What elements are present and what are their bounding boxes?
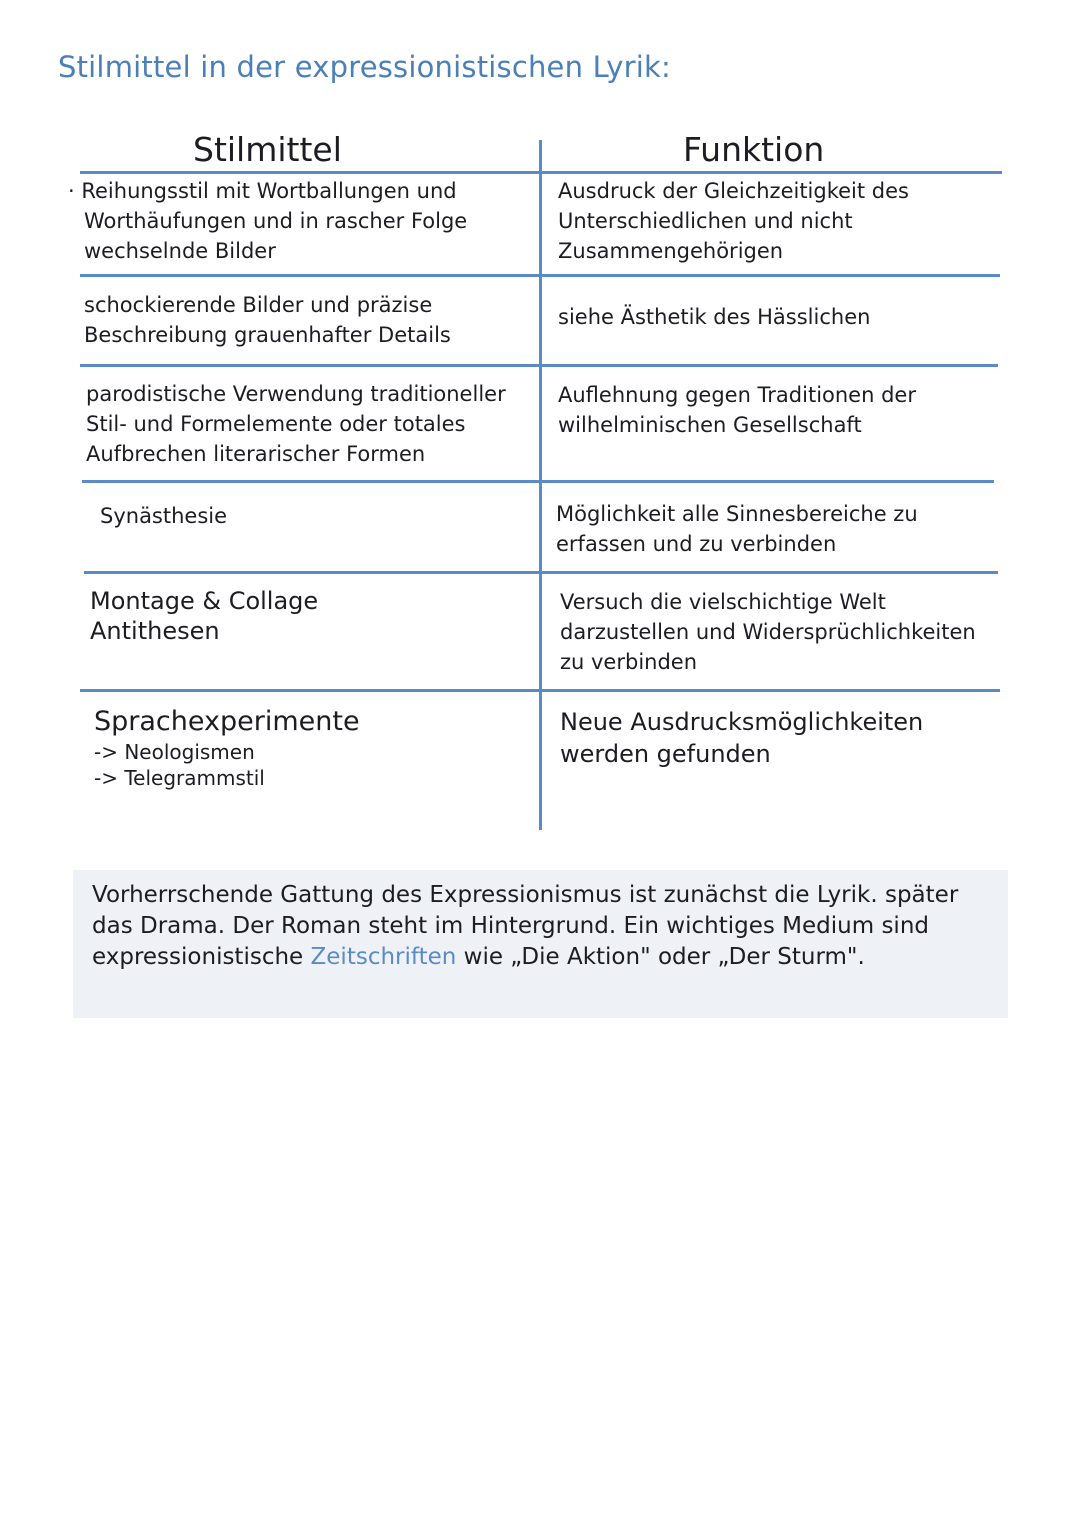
table-cell-funktion	[558, 302, 870, 332]
cell-line: Montage & Collage	[90, 587, 319, 615]
cell-line: Ausdruck der Gleichzeitigkeit des	[558, 179, 909, 203]
cell-line: darzustellen und Widersprüchlichkeiten	[560, 620, 976, 644]
table-cell-stilmittel	[94, 705, 360, 791]
table-cell-funktion	[558, 176, 909, 266]
table-cell-stilmittel	[84, 290, 451, 350]
cell-line: Beschreibung grauenhafter Details	[84, 323, 451, 347]
note-text	[92, 880, 997, 973]
table-cell-funktion	[556, 499, 918, 559]
note-text-part: wie „Die Aktion" oder „Der Sturm".	[456, 944, 865, 970]
cell-line: Unterschiedlichen und nicht	[558, 209, 853, 233]
cell-line: Synästhesie	[100, 504, 228, 528]
cell-line: Aufbrechen literarischer Formen	[86, 442, 426, 466]
column-header-funktion: Funktion	[683, 130, 825, 169]
row-divider	[82, 480, 994, 483]
cell-line: erfassen und zu verbinden	[556, 532, 837, 556]
table-cell-stilmittel	[86, 379, 506, 469]
cell-line: Antithesen	[90, 617, 220, 645]
cell-line: zu verbinden	[560, 650, 698, 674]
column-header-stilmittel: Stilmittel	[193, 130, 342, 169]
cell-line: -> Telegrammstil	[94, 766, 265, 790]
cell-line: · Reihungsstil mit Wortballungen und	[68, 179, 457, 203]
cell-line: Auflehnung gegen Traditionen der	[558, 383, 916, 407]
column-divider	[539, 140, 542, 830]
table-cell-stilmittel	[100, 501, 227, 531]
cell-line: schockierende Bilder und präzise	[84, 293, 433, 317]
cell-line: wechselnde Bilder	[84, 239, 276, 263]
cell-line: Worthäufungen und in rascher Folge	[84, 209, 468, 233]
cell-line: Zusammengehörigen	[558, 239, 784, 263]
note-highlight: Zeitschriften	[310, 944, 457, 970]
cell-line: werden gefunden	[560, 740, 771, 768]
cell-line: Sprachexperimente	[94, 706, 360, 737]
cell-line: -> Neologismen	[94, 740, 255, 764]
page-title: Stilmittel in der expressionistischen Lyrik:	[58, 50, 671, 84]
cell-line: Versuch die vielschichtige Welt	[560, 590, 886, 614]
cell-line: siehe Ästhetik des Hässlichen	[558, 305, 871, 329]
cell-line: parodistische Verwendung traditioneller	[86, 382, 506, 406]
table-cell-stilmittel	[90, 586, 318, 646]
note-text-part: Vorherrschende Gattung des Expressionismus ist zunächst die Lyrik. später das Drama. Der Roman steht im Hintergrund. Ein wichtiges Medium sind expressionistische	[92, 882, 959, 970]
table-cell-stilmittel	[68, 176, 467, 266]
cell-line: Neue Ausdrucksmöglichkeiten	[560, 708, 924, 736]
cell-line: Stil- und Formelemente oder totales	[86, 412, 466, 436]
table-cell-funktion	[560, 587, 976, 677]
cell-line: wilhelminischen Gesellschaft	[558, 413, 862, 437]
table-cell-funktion	[558, 380, 916, 440]
cell-line: Möglichkeit alle Sinnesbereiche zu	[556, 502, 918, 526]
table-cell-funktion	[560, 706, 923, 770]
